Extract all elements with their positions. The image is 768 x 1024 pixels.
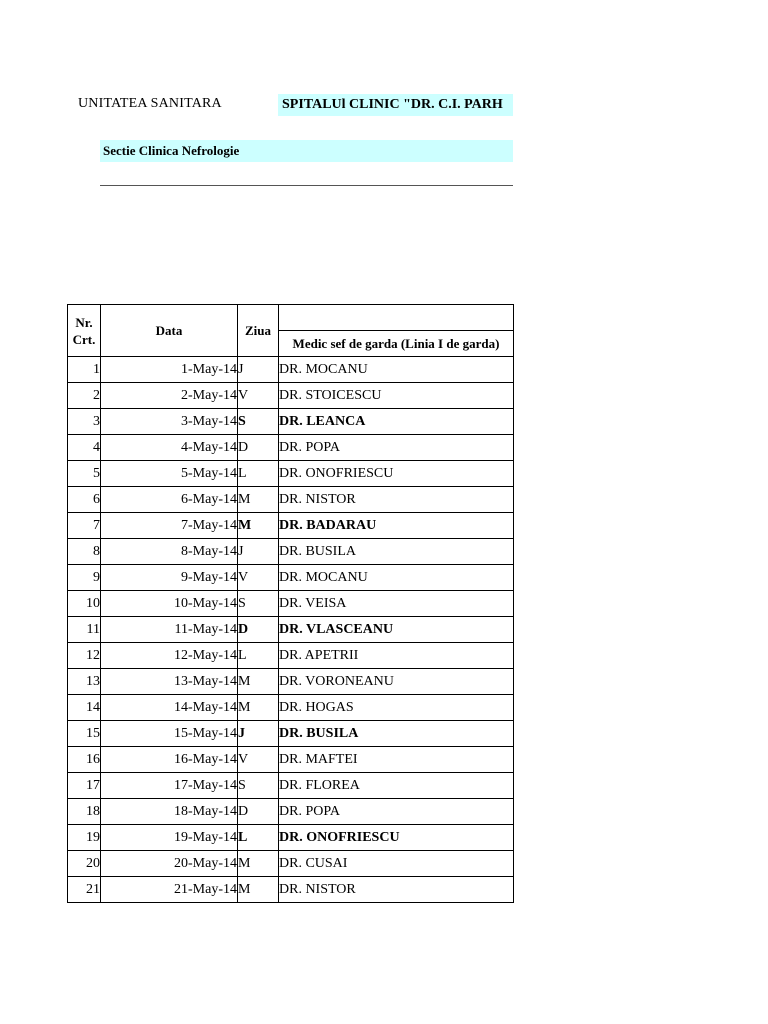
- cell-day: S: [238, 409, 279, 435]
- cell-day: M: [238, 513, 279, 539]
- column-header-group: [279, 305, 514, 331]
- cell-doctor: DR. BUSILA: [279, 539, 514, 565]
- cell-day: L: [238, 643, 279, 669]
- table-row: [68, 747, 514, 773]
- cell-date: 1-May-14: [101, 357, 238, 383]
- cell-nr: 18: [68, 799, 101, 825]
- unit-label: UNITATEA SANITARA: [78, 96, 222, 111]
- table-row: [68, 487, 514, 513]
- cell-date: 12-May-14: [101, 643, 238, 669]
- cell-doctor: DR. ONOFRIESCU: [279, 461, 514, 487]
- cell-doctor: DR. BUSILA: [279, 721, 514, 747]
- table-row: [68, 409, 514, 435]
- cell-date: 9-May-14: [101, 565, 238, 591]
- cell-nr: 17: [68, 773, 101, 799]
- cell-doctor: DR. MAFTEI: [279, 747, 514, 773]
- cell-nr: 21: [68, 877, 101, 903]
- cell-date: 18-May-14: [101, 799, 238, 825]
- cell-day: D: [238, 435, 279, 461]
- table-row: [68, 851, 514, 877]
- cell-day: L: [238, 461, 279, 487]
- column-header-date: Data: [101, 305, 238, 357]
- cell-doctor: DR. HOGAS: [279, 695, 514, 721]
- cell-doctor: DR. CUSAI: [279, 851, 514, 877]
- divider-line: [100, 185, 513, 186]
- cell-nr: 5: [68, 461, 101, 487]
- cell-date: 5-May-14: [101, 461, 238, 487]
- cell-date: 7-May-14: [101, 513, 238, 539]
- cell-nr: 11: [68, 617, 101, 643]
- cell-date: 4-May-14: [101, 435, 238, 461]
- cell-date: 20-May-14: [101, 851, 238, 877]
- cell-nr: 6: [68, 487, 101, 513]
- cell-date: 3-May-14: [101, 409, 238, 435]
- cell-doctor: DR. NISTOR: [279, 487, 514, 513]
- cell-date: 17-May-14: [101, 773, 238, 799]
- cell-nr: 8: [68, 539, 101, 565]
- table-row: [68, 565, 514, 591]
- cell-day: S: [238, 591, 279, 617]
- cell-nr: 1: [68, 357, 101, 383]
- table-row: [68, 799, 514, 825]
- cell-date: 21-May-14: [101, 877, 238, 903]
- cell-date: 6-May-14: [101, 487, 238, 513]
- cell-day: V: [238, 565, 279, 591]
- table-row: [68, 617, 514, 643]
- cell-nr: 19: [68, 825, 101, 851]
- cell-day: D: [238, 617, 279, 643]
- table-row: [68, 825, 514, 851]
- hospital-name: SPITALUl CLINIC "DR. C.I. PARH: [278, 94, 513, 116]
- cell-doctor: DR. POPA: [279, 435, 514, 461]
- cell-nr: 4: [68, 435, 101, 461]
- table-row: [68, 383, 514, 409]
- cell-nr: 10: [68, 591, 101, 617]
- table-row: [68, 513, 514, 539]
- cell-nr: 2: [68, 383, 101, 409]
- cell-day: J: [238, 539, 279, 565]
- cell-doctor: DR. BADARAU: [279, 513, 514, 539]
- cell-doctor: DR. VORONEANU: [279, 669, 514, 695]
- cell-doctor: DR. ONOFRIESCU: [279, 825, 514, 851]
- column-header-day: Ziua: [238, 305, 279, 357]
- cell-day: L: [238, 825, 279, 851]
- duty-schedule-table: [67, 304, 514, 903]
- cell-doctor: DR. STOICESCU: [279, 383, 514, 409]
- table-row: [68, 669, 514, 695]
- column-header-doctor: Medic sef de garda (Linia I de garda): [279, 331, 514, 357]
- cell-doctor: DR. NISTOR: [279, 877, 514, 903]
- cell-date: 14-May-14: [101, 695, 238, 721]
- table-row: [68, 695, 514, 721]
- table-row: [68, 591, 514, 617]
- cell-nr: 7: [68, 513, 101, 539]
- cell-nr: 13: [68, 669, 101, 695]
- cell-doctor: DR. APETRII: [279, 643, 514, 669]
- cell-date: 19-May-14: [101, 825, 238, 851]
- cell-nr: 9: [68, 565, 101, 591]
- schedule-body: [68, 357, 514, 903]
- cell-date: 13-May-14: [101, 669, 238, 695]
- cell-day: M: [238, 695, 279, 721]
- cell-nr: 20: [68, 851, 101, 877]
- table-row: [68, 539, 514, 565]
- table-row: [68, 461, 514, 487]
- cell-nr: 15: [68, 721, 101, 747]
- cell-date: 2-May-14: [101, 383, 238, 409]
- cell-nr: 12: [68, 643, 101, 669]
- cell-day: J: [238, 721, 279, 747]
- section-name: Sectie Clinica Nefrologie: [100, 140, 513, 162]
- cell-doctor: DR. VEISA: [279, 591, 514, 617]
- cell-doctor: DR. POPA: [279, 799, 514, 825]
- cell-doctor: DR. VLASCEANU: [279, 617, 514, 643]
- table-row: [68, 773, 514, 799]
- table-row: [68, 435, 514, 461]
- cell-day: M: [238, 669, 279, 695]
- table-row: [68, 643, 514, 669]
- cell-date: 15-May-14: [101, 721, 238, 747]
- cell-date: 11-May-14: [101, 617, 238, 643]
- cell-day: M: [238, 877, 279, 903]
- cell-day: M: [238, 851, 279, 877]
- cell-day: J: [238, 357, 279, 383]
- cell-doctor: DR. LEANCA: [279, 409, 514, 435]
- cell-date: 16-May-14: [101, 747, 238, 773]
- table-row: [68, 721, 514, 747]
- table-row: [68, 357, 514, 383]
- cell-nr: 3: [68, 409, 101, 435]
- column-header-nr: Nr. Crt.: [68, 305, 101, 357]
- cell-date: 8-May-14: [101, 539, 238, 565]
- cell-nr: 16: [68, 747, 101, 773]
- cell-nr: 14: [68, 695, 101, 721]
- cell-day: V: [238, 383, 279, 409]
- cell-doctor: DR. FLOREA: [279, 773, 514, 799]
- cell-day: D: [238, 799, 279, 825]
- cell-doctor: DR. MOCANU: [279, 357, 514, 383]
- cell-day: S: [238, 773, 279, 799]
- table-row: [68, 877, 514, 903]
- cell-day: V: [238, 747, 279, 773]
- cell-day: M: [238, 487, 279, 513]
- cell-date: 10-May-14: [101, 591, 238, 617]
- cell-doctor: DR. MOCANU: [279, 565, 514, 591]
